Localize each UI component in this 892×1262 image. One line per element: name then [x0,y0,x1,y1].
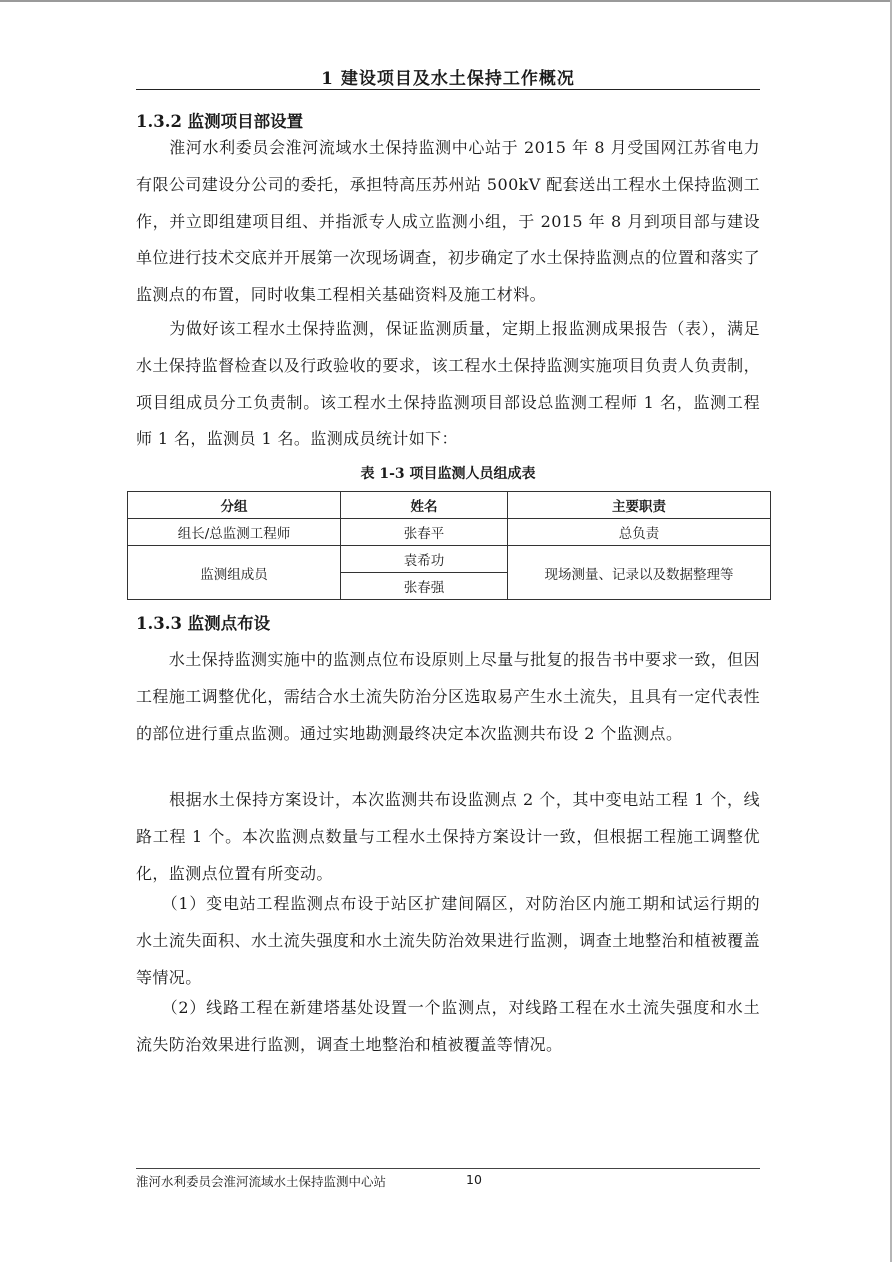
table-header-row [128,492,771,519]
table-cell-name: 张春强 [341,573,508,600]
footer-rule [136,1168,760,1169]
paragraph-point-count: 根据水土保持方案设计，本次监测共布设监测点 2 个，其中变电站工程 1 个，线路工程 1 个。本次监测点数量与工程水土保持方案设计一致，但根据工程施工调整优化，监测点位置有所变动。 [136,790,760,883]
paragraph-project-team-setup: 淮河水利委员会淮河流域水土保持监测中心站于 2015 年 8 月受国网江苏省电力有限公司建设分公司的委托，承担特高压苏州站 500kV 配套送出工程水土保持监测工作，并立即组建项目组、并指派专人成立监测小组，于 2015 年 8 月到项目部与建设单位进行技术交底并开展第一次现场调查，初步确定了水土保持监测点的位置和落实了监测点的布置，同时收集工程相关基础资料及施工材料。 [136,138,760,305]
table-header-duty: 主要职责 [508,492,771,519]
table-cell-name: 张春平 [341,519,508,546]
paragraph-point-layout-principle: 水土保持监测实施中的监测点位布设原则上尽量与批复的报告书中要求一致，但因工程施工调整优化，需结合水土流失防治分区选取易产生水土流失，且具有一定代表性的部位进行重点监测。通过实地勘测最终决定本次监测共布设 2 个监测点。 [136,650,760,743]
staff-table [127,491,771,600]
table-header-name: 姓名 [341,492,508,519]
running-header-title: 1 建设项目及水土保持工作概况 [321,69,575,89]
table-caption: 表 1-3 项目监测人员组成表 [360,466,536,482]
paragraph-line-point: （2）线路工程在新建塔基处设置一个监测点，对线路工程在水土流失强度和水土流失防治效果进行监测，调查土地整治和植被覆盖等情况。 [136,998,760,1054]
table-cell-group: 监测组成员 [128,546,341,600]
paragraph-monitoring-organization: 为做好该工程水土保持监测，保证监测质量，定期上报监测成果报告（表），满足水土保持监督检查以及行政验收的要求，该工程水土保持监测实施项目负责人负责制，项目组成员分工负责制。该工程水土保持监测项目部设总监测工程师 1 名，监测工程师 1 名，监测员 1 名。监测成员统计如下： [136,319,760,449]
table-header-group: 分组 [128,492,341,519]
page-top-edge [0,0,892,2]
table-cell-duty: 现场测量、记录以及数据整理等 [508,546,771,600]
table-row [128,546,771,573]
paragraph-substation-point: （1）变电站工程监测点布设于站区扩建间隔区，对防治区内施工期和试运行期的水土流失面积、水土流失强度和水土流失防治效果进行监测，调查土地整治和植被覆盖等情况。 [136,894,760,987]
section-heading-1-3-3: 1.3.3 监测点布设 [136,614,271,633]
footer-organization: 淮河水利委员会淮河流域水土保持监测中心站 [136,1174,387,1189]
table-cell-duty: 总负责 [508,519,771,546]
header-rule [136,89,760,90]
table-cell-group: 组长/总监测工程师 [128,519,341,546]
table-cell-name: 袁希功 [341,546,508,573]
section-heading-1-3-2: 1.3.2 监测项目部设置 [136,112,304,131]
table-row [128,519,771,546]
page-number: 10 [466,1172,482,1187]
